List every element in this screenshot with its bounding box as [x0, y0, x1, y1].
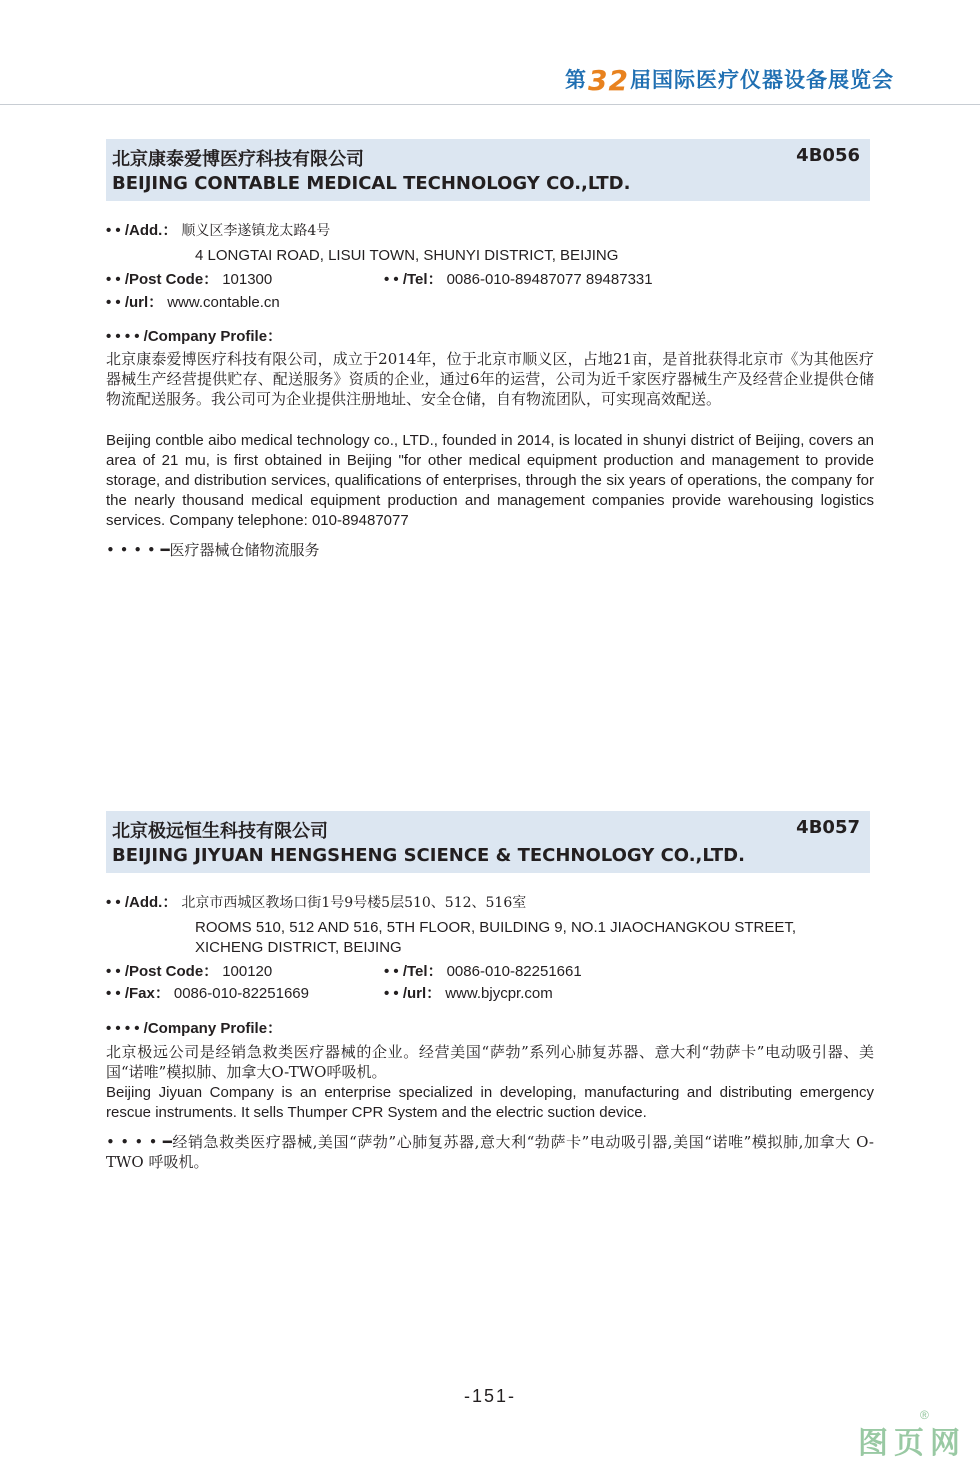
address-en: 4 LONGTAI ROAD, LISUI TOWN, SHUNYI DISTRICT, BEIJING [195, 247, 619, 264]
exhibition-header-title [565, 64, 894, 97]
postcode-label: • • /Post Code： [106, 271, 219, 288]
postcode-value: 101300 [222, 271, 273, 288]
tel-value: 0086-010-89487077 89487331 [446, 271, 653, 288]
tel-label: • • /Tel： [384, 963, 443, 980]
postcode-row [106, 962, 272, 982]
company-name-en: BEIJING CONTABLE MEDICAL TECHNOLOGY CO.,LTD. [112, 173, 631, 194]
address-label: • • /Add.： [106, 222, 178, 239]
page-number: -151- [463, 1386, 517, 1406]
url-row [384, 984, 553, 1004]
fax-row [106, 984, 309, 1004]
booth-number: 4B056 [796, 145, 860, 166]
url-link[interactable]: www.bjycpr.com [445, 985, 553, 1002]
header-prefix: 第 [565, 68, 588, 92]
address-cn: 北京市西城区教场口街1号9号楼5层510、512、516室 [181, 895, 527, 911]
profile-text-en: Beijing contble aibo medical technology co., LTD., founded in 2014, is located in shunyi district of Beijing, covers an area of 21 mu, is first obtained in Beijing "for other medical equipment production and management to provide storage, and distribution services, qualifications of enterprises, through the six years of operations, the company for the nearly thousand medical equipment production and management companies provide warehousing logistics services. Company telephone: 010-89487077 [106, 432, 874, 529]
company-name-cn: 北京康泰爱博医疗科技有限公司 [112, 149, 364, 170]
registered-mark: ® [920, 1408, 929, 1422]
watermark-logo: 图页网 [858, 1426, 966, 1461]
products-line: • • • • ━医疗器械仓储物流服务 [106, 541, 320, 559]
fax-value: 0086-010-82251669 [173, 985, 309, 1002]
profile-text-en: Beijing Jiyuan Company is an enterprise specialized in developing, manufacturing and distributing emergency rescue instruments. It sells Thumper CPR System and the electric suction device. [106, 1084, 874, 1121]
url-link[interactable]: www.contable.cn [167, 294, 280, 311]
address-cn: 顺义区李遂镇龙太路4号 [181, 223, 331, 239]
tel-row [384, 962, 582, 982]
url-row [106, 293, 280, 313]
address-row [106, 221, 330, 241]
postcode-row [106, 270, 272, 290]
tel-label: • • /Tel： [384, 271, 443, 288]
products-line: • • • • ━经销急救类医疗器械,美国“萨勃”心肺复苏器,意大利“勃萨卡”电动吸引器,美国“诺唯”模拟肺,加拿大 O-TWO 呼吸机。 [106, 1133, 874, 1171]
header-divider [0, 104, 980, 105]
edition-number: 32 [588, 64, 629, 97]
postcode-label: • • /Post Code： [106, 963, 219, 980]
postcode-value: 100120 [222, 963, 273, 980]
profile-label: • • • • /Company Profile： [106, 328, 283, 345]
company-header-bar [106, 139, 870, 201]
header-suffix: 届国际医疗仪器设备展览会 [630, 68, 894, 92]
address-en-line2: XICHENG DISTRICT, BEIJING [195, 939, 402, 956]
address-label: • • /Add.： [106, 894, 178, 911]
profile-text-cn: 北京极远公司是经销急救类医疗器械的企业。经营美国“萨勃”系列心肺复苏器、意大利“勃萨卡”电动吸引器、美国“诺唯”模拟肺、加拿大O-TWO呼吸机。 [106, 1043, 874, 1081]
fax-label: • • /Fax： [106, 985, 170, 1002]
tel-value: 0086-010-82251661 [446, 963, 582, 980]
company-name-en: BEIJING JIYUAN HENGSHENG SCIENCE & TECHNOLOGY CO.,LTD. [112, 845, 745, 866]
profile-text-cn: 北京康泰爱博医疗科技有限公司，成立于2014年，位于北京市顺义区，占地21亩，是首批获得北京市《为其他医疗器械生产经营提供贮存、配送服务》资质的企业，通过6年的运营，公司为近千家医疗器械生产及经营企业提供仓储物流配送服务。我公司可为企业提供注册地址、安全仓储，自有物流团队，可实现高效配送。 [106, 350, 874, 408]
url-label: • • /url： [106, 294, 164, 311]
company-header-bar [106, 811, 870, 873]
booth-number: 4B057 [796, 817, 860, 838]
address-row [106, 893, 526, 913]
address-en: ROOMS 510, 512 AND 516, 5TH FLOOR, BUILDING 9, NO.1 JIAOCHANGKOU STREET, [195, 919, 797, 936]
company-name-cn: 北京极远恒生科技有限公司 [112, 821, 328, 842]
profile-label: • • • • /Company Profile： [106, 1020, 283, 1037]
tel-row [384, 270, 653, 290]
url-label: • • /url： [384, 985, 442, 1002]
